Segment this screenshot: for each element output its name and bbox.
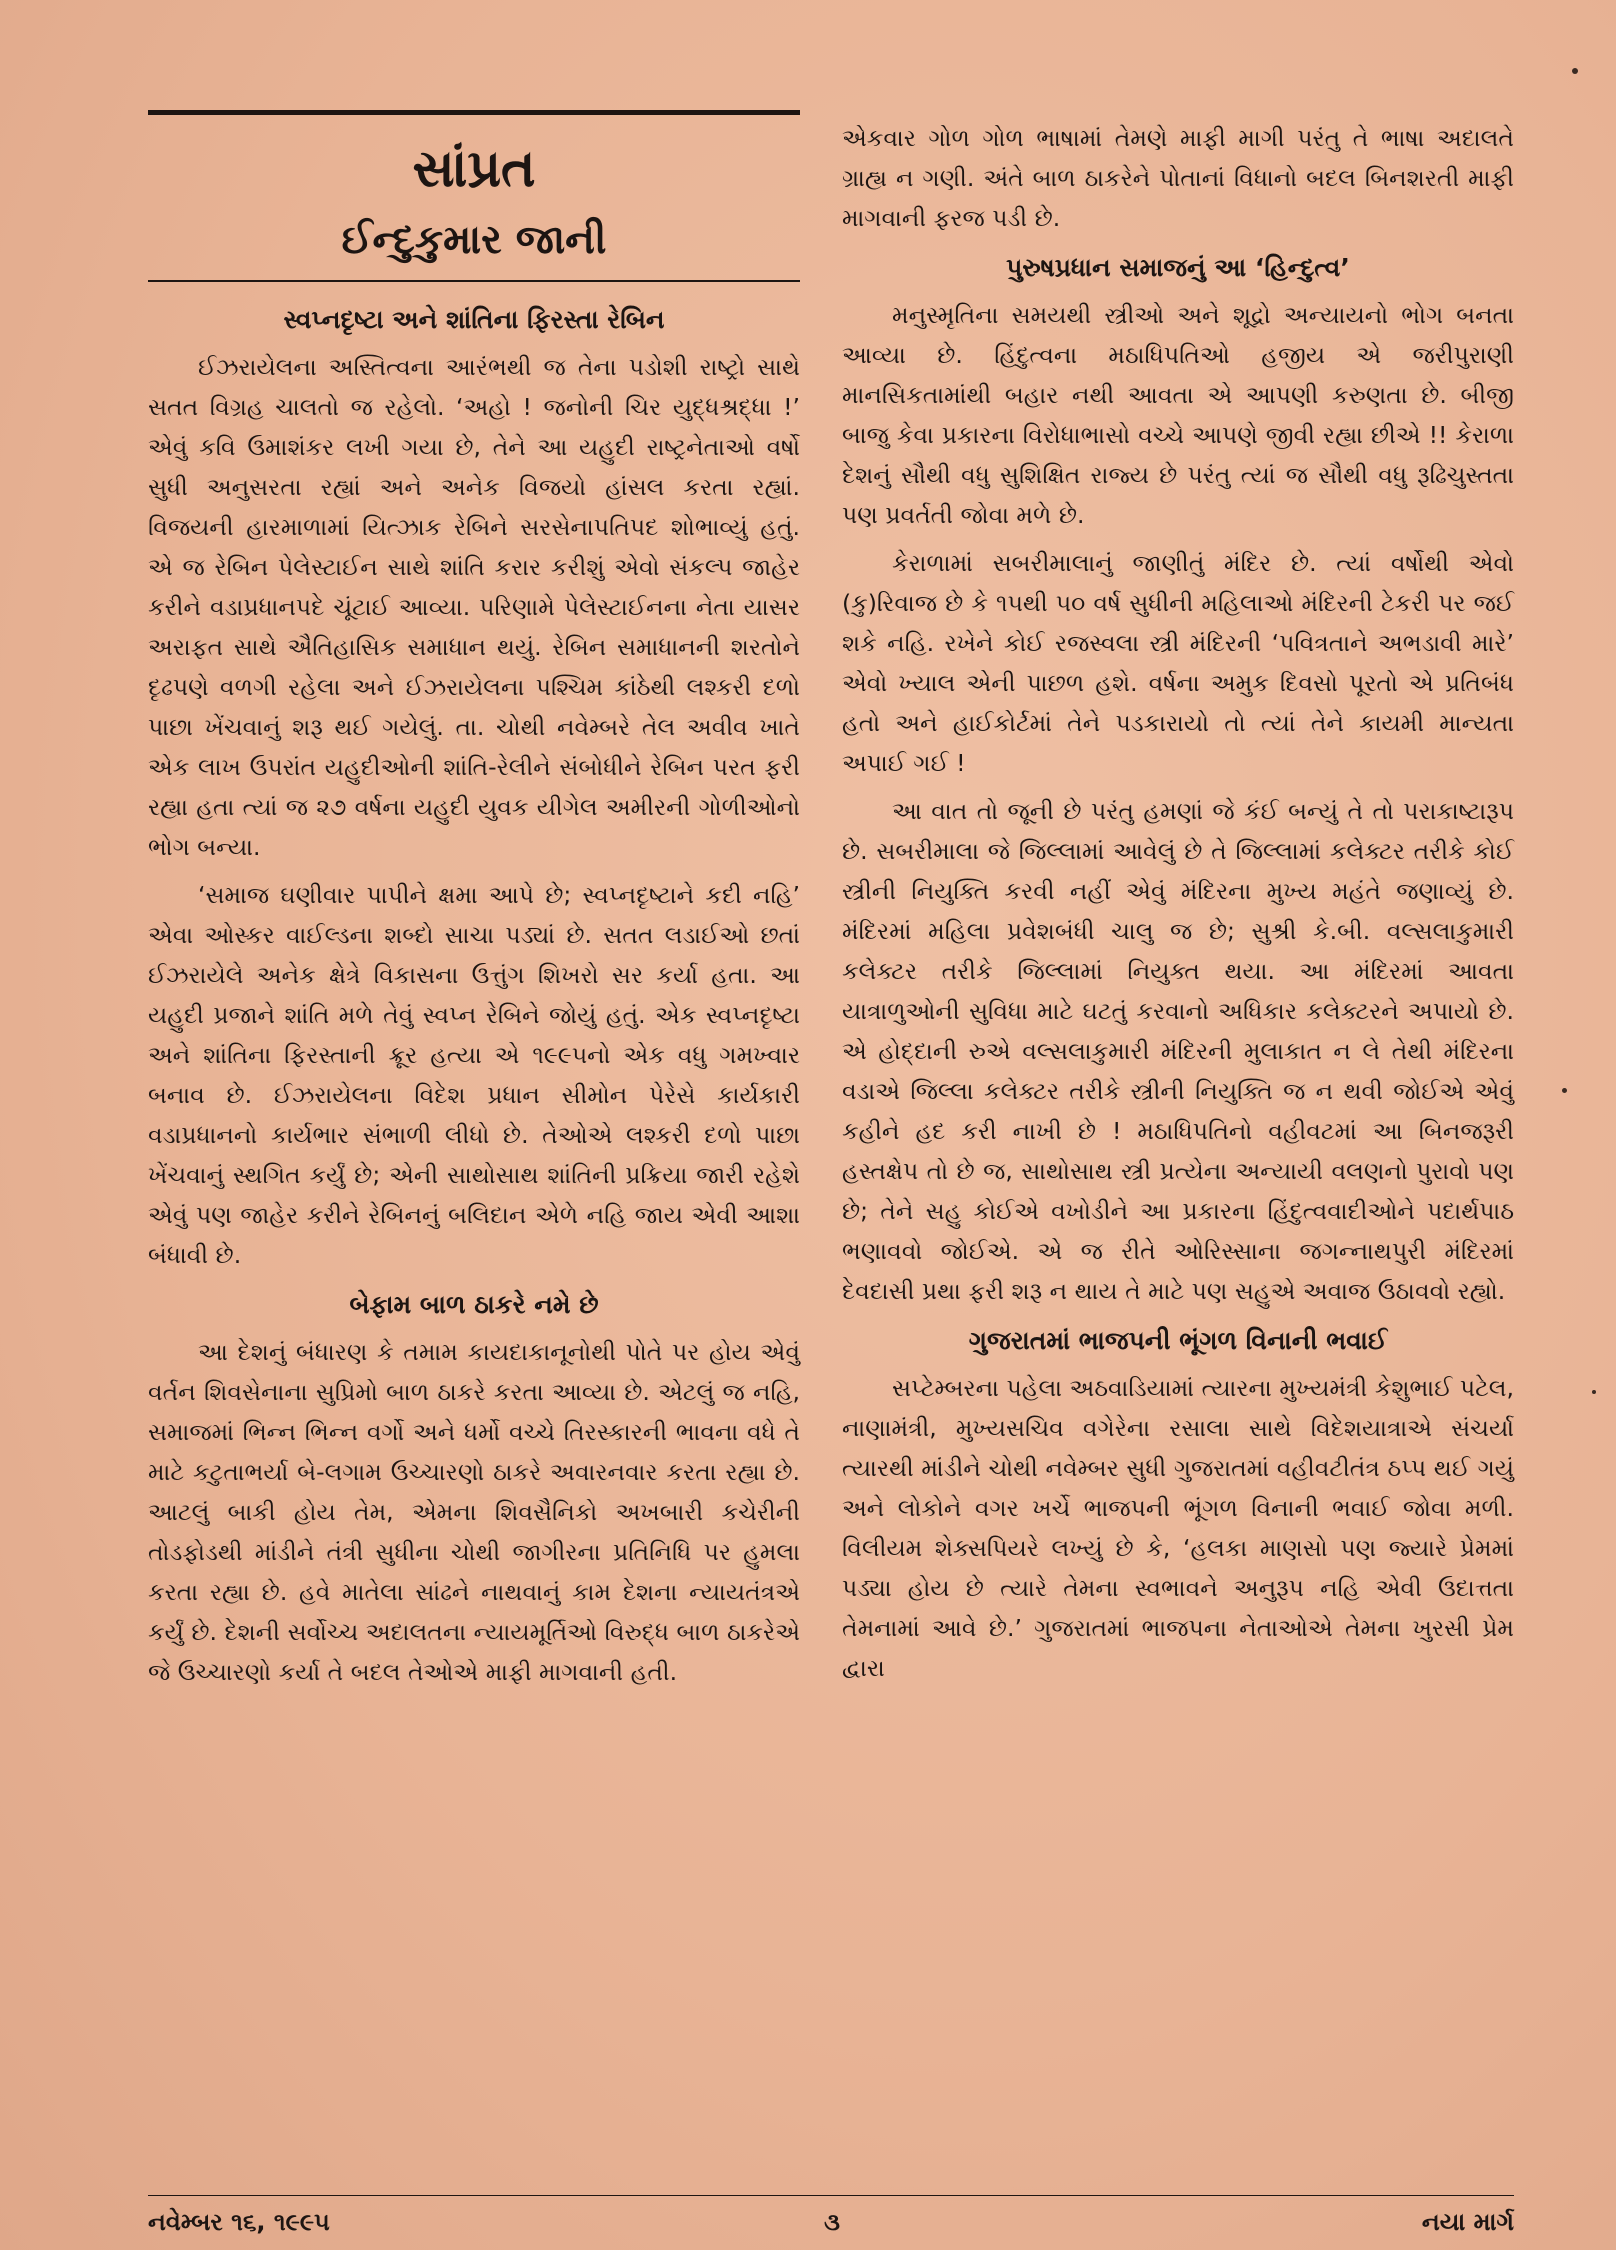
top-rule — [148, 110, 800, 115]
header-rule — [148, 280, 800, 282]
footer-magazine-name: નયા માર્ગ — [1421, 2208, 1514, 2236]
right-column — [842, 118, 1514, 1696]
section-heading-gujarat: ગુજરાતમાં ભાજપની ભૂંગળ વિનાની ભવાઈ — [968, 1326, 1388, 1355]
column-title: સાંપ્રત — [412, 139, 536, 199]
paper-speck — [1592, 1390, 1596, 1394]
left-column — [148, 110, 800, 1700]
paragraph: આ વાત તો જૂની છે પરંતુ હમણાં જે કંઈ બન્યું તે તો પરાકાષ્ટારૂપ છે. સબરીમાલા જે જિલ્લામાં આવેલું છે તે જિલ્લામાં કલેક્ટર તરીકે કોઈ સ્ત્રીની નિયુક્તિ કરવી નહીં એવું મંદિરના મુખ્ય મહંતે જણાવ્યું છે. મંદિરમાં મહિલા પ્રવેશબંધી ચાલુ જ છે; સુશ્રી કે.બી. વલ્સલાકુમારી કલેક્ટર તરીકે જિલ્લામાં નિયુક્ત થયા. આ મંદિરમાં આવતા યાત્રાળુઓની સુવિધા માટે ઘટતું કરવાનો અધિકાર કલેક્ટરને અપાયો છે. એ હોદ્દાની રુએ વલ્સલાકુમારી મંદિરની મુલાકાત ન લે તેથી મંદિરના વડાએ જિલ્લા કલેક્ટર તરીકે સ્ત્રીની નિયુક્તિ જ ન થવી જોઈએ એવું કહીને હદ કરી નાખી છે ! મઠાધિપતિનો વહીવટમાં આ બિનજરૂરી હસ્તક્ષેપ તો છે જ, સાથોસાથ સ્ત્રી પ્રત્યેના અન્યાયી વલણનો પુરાવો પણ છે; તેને સહુ કોઈએ વખોડીને આ પ્રકારના હિંદુત્વવાદીઓને પદાર્થપાઠ ભણાવવો જોઈએ. એ જ રીતે ઓરિસ્સાના જગન્નાથપુરી મંદિરમાં દેવદાસી પ્રથા ફરી શરૂ ન થાય તે માટે પણ સહુએ અવાજ ઉઠાવવો રહ્યો. — [842, 797, 1514, 1305]
paragraph: ઈઝરાયેલના અસ્તિત્વના આરંભથી જ તેના પડોશી રાષ્ટ્રો સાથે સતત વિગ્રહ ચાલતો જ રહેલો. ‘અહો ! જનોની ચિર યુદ્ધશ્રદ્ધા !’ એવું કવિ ઉમાશંકર લખી ગયા છે, તેને આ યહુદી રાષ્ટ્રનેતાઓ વર્ષો સુધી અનુસરતા રહ્યાં અને અનેક વિજયો હાંસલ કરતા રહ્યાં. વિજયની હારમાળામાં યિત્ઝાક રેબિને સરસેનાપતિપદ શોભાવ્યું હતું. એ જ રેબિન પેલેસ્ટાઈન સાથે શાંતિ કરાર કરીશું એવો સંકલ્પ જાહેર કરીને વડાપ્રધાનપદે ચૂંટાઈ આવ્યા. પરિણામે પેલેસ્ટાઈનના નેતા યાસર અરાફત સાથે ઐતિહાસિક સમાધાન થયું. રેબિન સમાધાનની શરતોને દૃઢપણે વળગી રહેલા અને ઈઝરાયેલના પશ્ચિમ કાંઠેથી લશ્કરી દળો પાછા ખેંચવાનું શરૂ થઈ ગયેલું. તા. ચોથી નવેમ્બરે તેલ અવીવ ખાતે એક લાખ ઉપરાંત યહુદીઓની શાંતિ-રેલીને સંબોધીને રેબિન પરત ફરી રહ્યા હતા ત્યાં જ ૨૭ વર્ષના યહુદી યુવક યીગેલ અમીરની ગોળીઓનો ભોગ બન્યા. — [148, 353, 800, 861]
paragraph: ‘સમાજ ઘણીવાર પાપીને ક્ષમા આપે છે; સ્વપ્નદૃષ્ટાને કદી નહિ’ એવા ઓસ્કર વાઈલ્ડના શબ્દો સાચા પડ્યાં છે. સતત લડાઈઓ છતાં ઈઝરાયેલે અનેક ક્ષેત્રે વિકાસના ઉત્તુંગ શિખરો સર કર્યા હતા. આ યહુદી પ્રજાને શાંતિ મળે તેવું સ્વપ્ન રેબિને જોયું હતું. એક સ્વપ્નદૃષ્ટા અને શાંતિના ફિરસ્તાની ક્રૂર હત્યા એ ૧૯૯૫નો એક વધુ ગમખ્વાર બનાવ છે. ઈઝરાયેલના વિદેશ પ્રધાન સીમોન પેરેસે કાર્યકારી વડાપ્રધાનનો કાર્યભાર સંભાળી લીધો છે. તેઓએ લશ્કરી દળો પાછા ખેંચવાનું સ્થગિત કર્યું છે; એની સાથોસાથ શાંતિની પ્રક્રિયા જારી રહેશે એવું પણ જાહેર કરીને રેબિનનું બલિદાન એળે નહિ જાય એવી આશા બંધાવી છે. — [148, 881, 800, 1269]
section-heading-thackeray: બેફામ બાળ ઠાકરે નમે છે — [349, 1290, 599, 1319]
paper-speck — [1572, 68, 1578, 74]
page-footer — [148, 2195, 1514, 2236]
footer-date: નવેમ્બર ૧૬, ૧૯૯૫ — [148, 2208, 330, 2236]
paragraph: મનુસ્મૃતિના સમયથી સ્ત્રીઓ અને શૂદ્રો અન્યાયનો ભોગ બનતા આવ્યા છે. હિંદુત્વના મઠાધિપતિઓ હજીય એ જરીપુરાણી માનસિકતામાંથી બહાર નથી આવતા એ આપણી કરુણતા છે. બીજી બાજુ કેવા પ્રકારના વિરોધાભાસો વચ્ચે આપણે જીવી રહ્યા છીએ !! કેરાળા દેશનું સૌથી વધુ સુશિક્ષિત રાજ્ય છે પરંતુ ત્યાં જ સૌથી વધુ રૂઢિચુસ્તતા પણ પ્રવર્તતી જોવા મળે છે. — [842, 301, 1514, 529]
paragraph: સપ્ટેમ્બરના પહેલા અઠવાડિયામાં ત્યારના મુખ્યમંત્રી કેશુભાઈ પટેલ, નાણામંત્રી, મુખ્યસચિવ વગેરેના રસાલા સાથે વિદેશયાત્રાએ સંચર્યા ત્યારથી માંડીને ચોથી નવેમ્બર સુધી ગુજરાતમાં વહીવટીતંત્ર ઠપ્પ થઈ ગયું અને લોકોને વગર ખર્ચે ભાજપની ભૂંગળ વિનાની ભવાઈ જોવા મળી. વિલીયમ શેક્સપિયરે લખ્યું છે કે, ‘હલકા માણસો પણ જ્યારે પ્રેમમાં પડ્યા હોય છે ત્યારે તેમના સ્વભાવને અનુરૂપ નહિ એવી ઉદાત્તતા તેમનામાં આવે છે.’ ગુજરાતમાં ભાજપના નેતાઓએ તેમના ખુરસી પ્રેમ દ્વારા — [842, 1374, 1514, 1682]
footer-page-number: ૩ — [824, 2208, 840, 2236]
section-heading-hindutva: પુરુષપ્રધાન સમાજનું આ ‘હિન્દુત્વ’ — [1006, 253, 1350, 282]
section-heading-rabin: સ્વપ્નદૃષ્ટા અને શાંતિના ફિરસ્તા રેબિન — [283, 305, 665, 334]
paragraph: કેરાળામાં સબરીમાલાનું જાણીતું મંદિર છે. ત્યાં વર્ષોથી એવો (કુ)રિવાજ છે કે ૧૫થી ૫૦ વર્ષ સુધીની મહિલાઓ મંદિરની ટેકરી પર જઈ શકે નહિ. રખેને કોઈ રજસ્વલા સ્ત્રી મંદિરની ‘પવિત્રતાને અભડાવી મારે’ એવો ખ્યાલ એની પાછળ હશે. વર્ષના અમુક દિવસો પૂરતો એ પ્રતિબંધ હતો અને હાઈકોર્ટમાં તેને પડકારાયો તો ત્યાં તેને કાયમી માન્યતા અપાઈ ગઈ ! — [842, 549, 1515, 777]
author-name: ઈન્દુકુમાર જાની — [341, 217, 607, 263]
paragraph: આ દેશનું બંધારણ કે તમામ કાયદાકાનૂનોથી પોતે પર હોય એવું વર્તન શિવસેનાના સુપ્રિમો બાળ ઠાકરે કરતા આવ્યા છે. એટલું જ નહિ, સમાજમાં ભિન્ન ભિન્ન વર્ગો અને ધર્મો વચ્ચે તિરસ્કારની ભાવના વધે તે માટે કટુતાભર્યા બે-લગામ ઉચ્ચારણો ઠાકરે અવારનવાર કરતા રહ્યા છે. આટલું બાકી હોય તેમ, એમના શિવસૈનિકો અખબારી કચેરીની તોડફોડથી માંડીને તંત્રી સુધીના ચોથી જાગીરના પ્રતિનિધિ પર હુમલા કરતા રહ્યા છે. હવે માતેલા સાંઢને નાથવાનું કામ દેશના ન્યાયતંત્રએ કર્યું છે. દેશની સર્વોચ્ચ અદાલતના ન્યાયમૂર્તિઓ વિરુદ્ધ બાળ ઠાકરેએ જે ઉચ્ચારણો કર્યા તે બદલ તેઓએ માફી માગવાની હતી. — [148, 1338, 800, 1686]
paper-speck — [1562, 1088, 1567, 1093]
paragraph-continued: એકવાર ગોળ ગોળ ભાષામાં તેમણે માફી માગી પરંતુ તે ભાષા અદાલતે ગ્રાહ્ય ન ગણી. અંતે બાળ ઠાકરેને પોતાનાં વિધાનો બદલ બિનશરતી માફી માગવાની ફરજ પડી છે. — [842, 124, 1514, 232]
